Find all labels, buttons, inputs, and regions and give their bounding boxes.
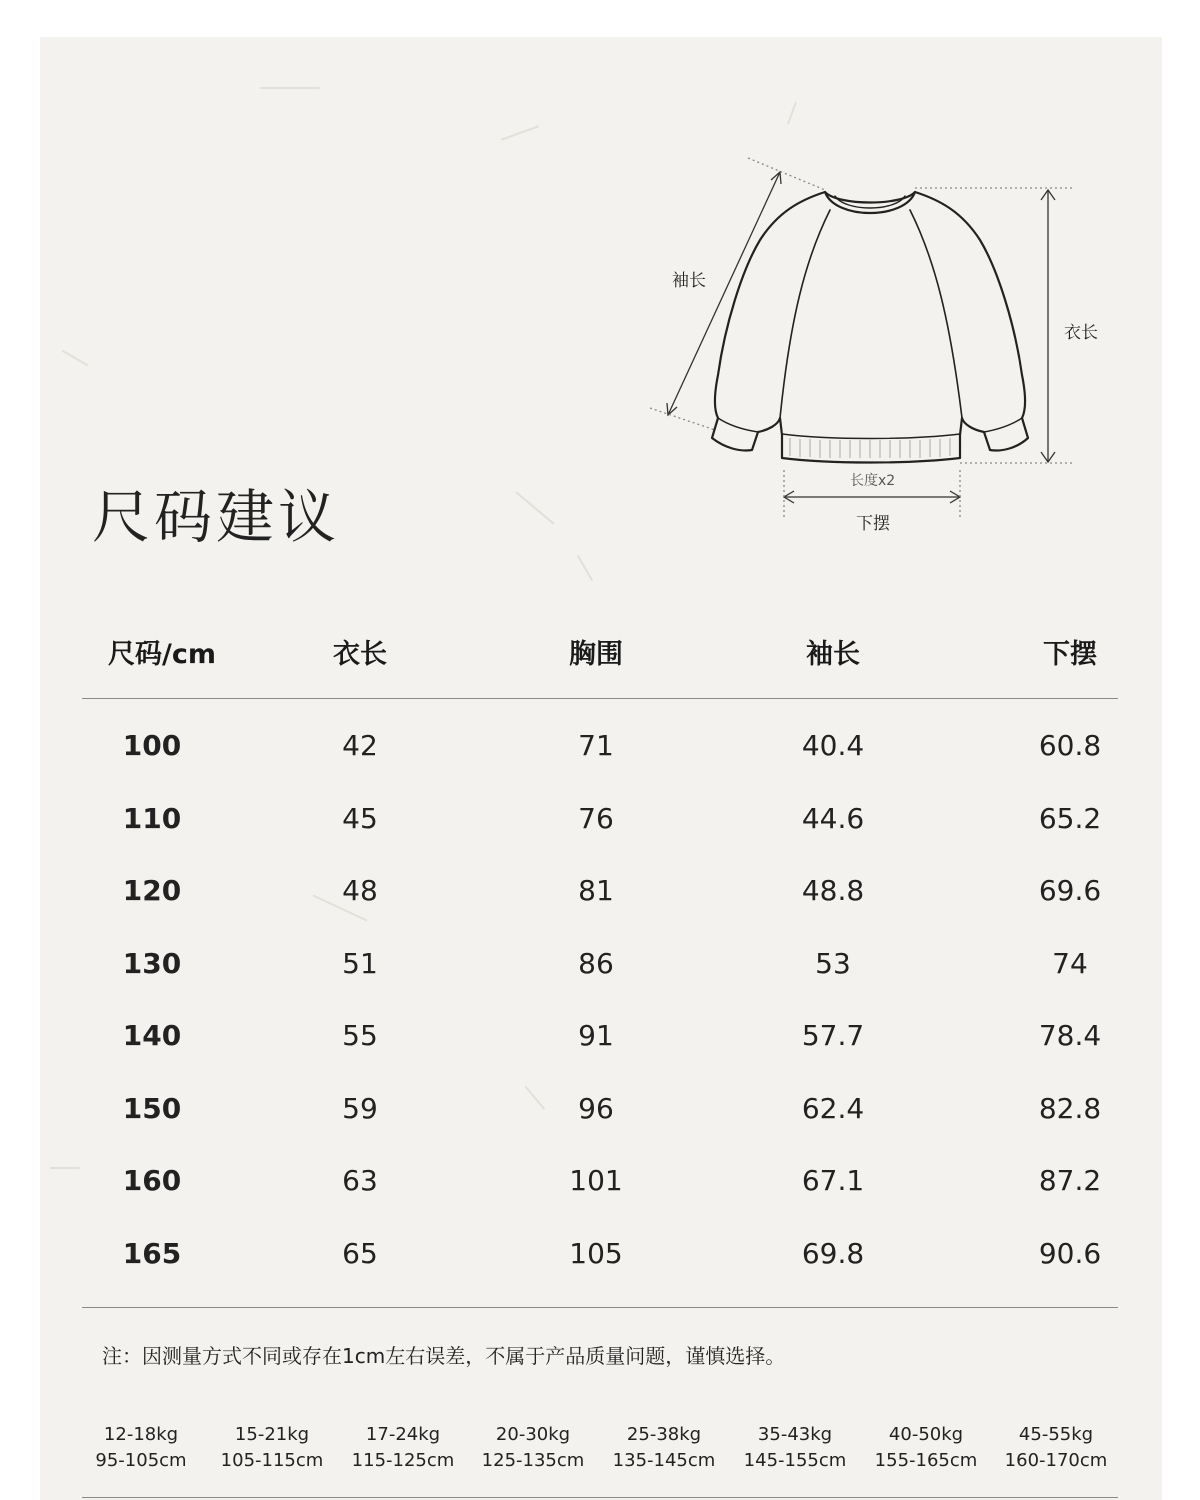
length-cell: 55 [342,1019,378,1052]
length-cell: 51 [342,947,378,980]
length-cell: 45 [342,802,378,835]
table-row [0,1006,1200,1066]
paper-fleck [62,350,89,367]
header-chest: 胸围 [569,639,623,670]
length-cell: 63 [342,1164,378,1197]
fit-weight: 20-30kg [495,1424,571,1445]
chest-cell: 71 [578,729,614,762]
chest-cell: 91 [578,1019,614,1052]
sweatshirt-diagram [630,150,1110,540]
chest-cell: 101 [569,1164,623,1197]
fit-height: 135-145cm [612,1450,716,1471]
hem-cell: 82.8 [1038,1092,1102,1125]
sleeve-cell: 69.8 [801,1237,865,1270]
header-size: 尺码/cm [108,639,216,670]
fit-guide-item [207,1422,337,1474]
fit-height: 155-165cm [874,1450,978,1471]
hem-cell: 65.2 [1038,802,1102,835]
paper-fleck [515,491,555,525]
paper-fleck [787,101,797,124]
hem-cell: 78.4 [1038,1019,1102,1052]
table-row [0,1079,1200,1139]
table-row [0,934,1200,994]
body-length-label: 衣长 [1064,323,1098,343]
fit-weight: 25-38kg [626,1424,702,1445]
size-cell: 165 [122,1237,182,1270]
length-cell: 59 [342,1092,378,1125]
fit-height: 145-155cm [743,1450,847,1471]
paper-fleck [260,87,320,89]
sleeve-cell: 40.4 [801,729,865,762]
sleeve-cell: 57.7 [801,1019,865,1052]
length-cell: 42 [342,729,378,762]
fit-guide-item [468,1422,598,1474]
chest-cell: 76 [578,802,614,835]
fit-guide-item [599,1422,729,1474]
sleeve-length-label: 袖长 [672,271,706,291]
chest-cell: 105 [569,1237,623,1270]
fit-height: 95-105cm [95,1450,187,1471]
sleeve-cell: 62.4 [801,1092,865,1125]
table-row [0,861,1200,921]
fit-guide-item [338,1422,468,1474]
length-cell: 65 [342,1237,378,1270]
header-hem: 下摆 [1043,639,1097,670]
hem-cell: 60.8 [1038,729,1102,762]
table-bottom-rule [82,1307,1118,1308]
hem-cell: 74 [1052,947,1088,980]
sleeve-cell: 44.6 [801,802,865,835]
table-row [0,716,1200,776]
fit-weight: 17-24kg [365,1424,441,1445]
chest-cell: 96 [578,1092,614,1125]
table-top-rule [82,698,1118,699]
fit-guide-item [730,1422,860,1474]
sleeve-cell: 67.1 [801,1164,865,1197]
table-row [0,1224,1200,1284]
fit-height: 105-115cm [220,1450,324,1471]
page-title: 尺码建议 [92,483,341,551]
hem-note-label: 长度x2 [850,473,896,489]
size-cell: 130 [122,947,182,980]
hem-cell: 90.6 [1038,1237,1102,1270]
table-row [0,789,1200,849]
measurement-note: 注：因测量方式不同或存在1cm左右误差，不属于产品质量问题，谨慎选择。 [102,1344,786,1368]
sleeve-cell: 53 [815,947,851,980]
fit-weight: 45-55kg [1018,1424,1094,1445]
size-cell: 100 [122,729,182,762]
length-cell: 48 [342,874,378,907]
table-row [0,1151,1200,1211]
size-cell: 150 [122,1092,182,1125]
fit-guide-item [76,1422,206,1474]
hem-cell: 87.2 [1038,1164,1102,1197]
fit-weight: 15-21kg [234,1424,310,1445]
footer-rule [82,1497,1118,1498]
chest-cell: 81 [578,874,614,907]
size-cell: 120 [122,874,182,907]
paper-fleck [577,555,594,582]
size-cell: 110 [122,802,182,835]
size-cell: 140 [122,1019,182,1052]
paper-fleck [501,125,539,141]
size-cell: 160 [122,1164,182,1197]
fit-height: 160-170cm [1004,1450,1108,1471]
fit-guide-item [861,1422,991,1474]
hem-label: 下摆 [856,514,890,534]
header-length: 衣长 [333,639,387,670]
sleeve-cell: 48.8 [801,874,865,907]
header-sleeve: 袖长 [806,639,860,670]
hem-cell: 69.6 [1038,874,1102,907]
fit-weight: 35-43kg [757,1424,833,1445]
chest-cell: 86 [578,947,614,980]
fit-weight: 40-50kg [888,1424,964,1445]
fit-height: 125-135cm [481,1450,585,1471]
fit-guide-item [991,1422,1121,1474]
fit-weight: 12-18kg [103,1424,179,1445]
fit-height: 115-125cm [351,1450,455,1471]
